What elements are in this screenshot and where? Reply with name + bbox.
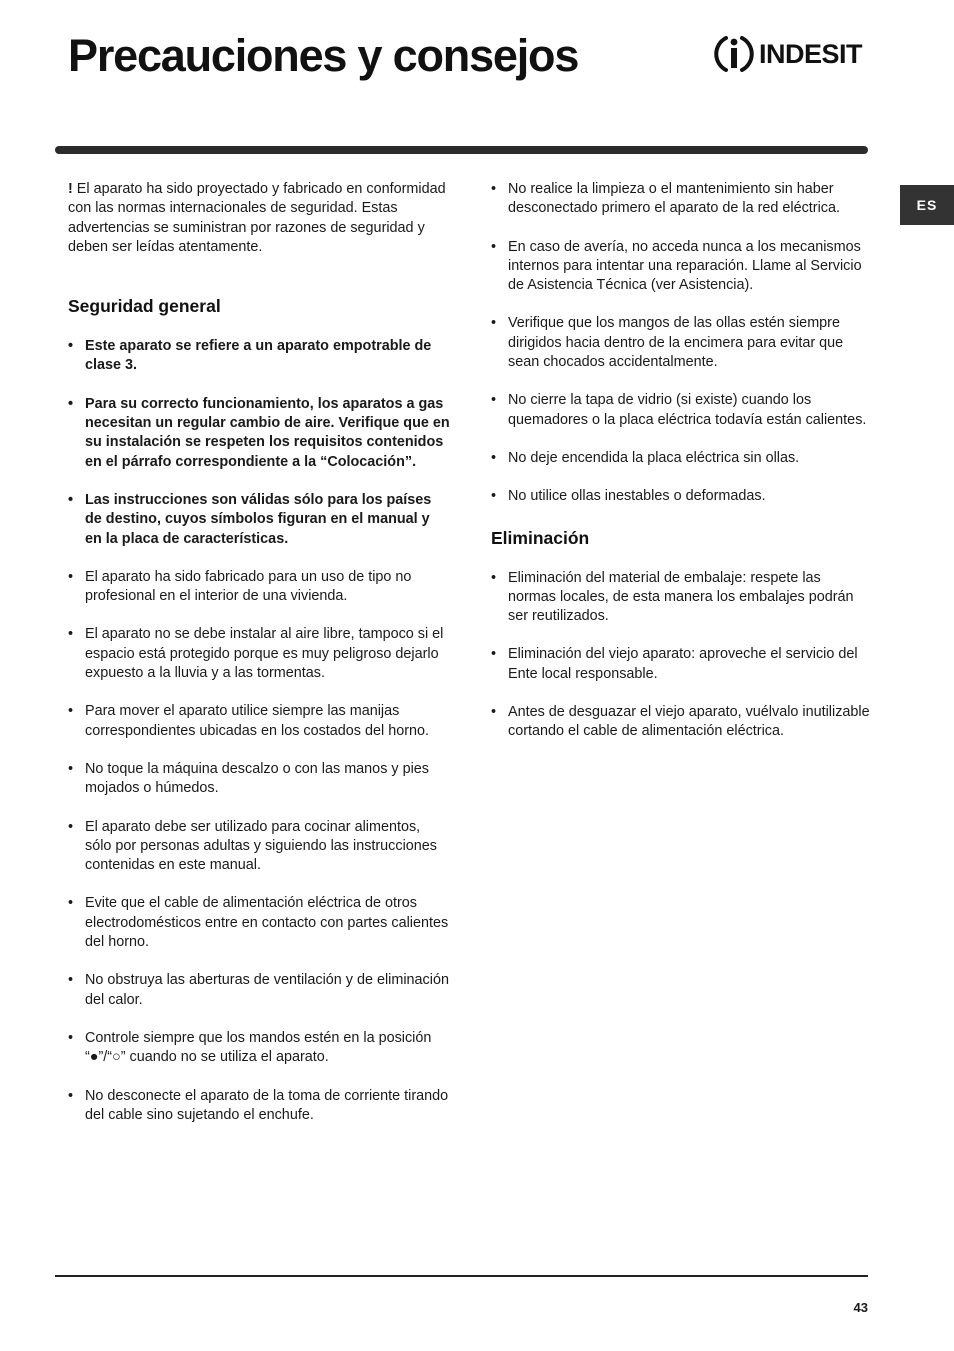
list-item: • El aparato ha sido fabricado para un uso de tipo no profesional en el interior de una vivienda. (68, 568, 450, 607)
list-item: • No deje encendida la placa eléctrica sin ollas. (491, 449, 871, 468)
list-item: • Evite que el cable de alimentación eléctrica de otros electrodomésticos entre en contacto con partes calientes del horno. (68, 894, 450, 952)
list-item: • No toque la máquina descalzo o con las manos y pies mojados o húmedos. (68, 760, 450, 799)
right-column (491, 180, 871, 761)
list-item: • Para su correcto funcionamiento, los aparatos a gas necesitan un regular cambio de aire. Verifique que en su instalación se respeten los requisitos contenidos en el párrafo correspondiente a la “Colocación”. (68, 395, 450, 472)
section-heading-general-safety: Seguridad general (68, 296, 221, 317)
list-item: • Eliminación del viejo aparato: aproveche el servicio del Ente local responsable. (491, 645, 871, 684)
list-item: • El aparato debe ser utilizado para cocinar alimentos, sólo por personas adultas y siguiendo las instrucciones contenidas en este manual. (68, 818, 450, 876)
left-column (68, 180, 450, 1144)
list-item: • Antes de desguazar el viejo aparato, vuélvalo inutilizable cortando el cable de alimentación eléctrica. (491, 703, 871, 742)
language-tab: ES (900, 185, 954, 225)
footer-divider (55, 1275, 868, 1277)
brand-wordmark: INDESIT (759, 39, 863, 69)
general-safety-list (68, 337, 450, 1125)
page-number: 43 (853, 1300, 868, 1315)
list-item: • No cierre la tapa de vidrio (si existe) cuando los quemadores o la placa eléctrica todavía están calientes. (491, 391, 871, 430)
intro-text: El aparato ha sido proyectado y fabricado en conformidad con las normas internacionales de seguridad. Estas advertencias se suministran por razones de seguridad y deben ser leídas atentamente. (68, 181, 446, 255)
list-item: • No obstruya las aberturas de ventilación y de eliminación del calor. (68, 971, 450, 1010)
list-item: • No realice la limpieza o el mantenimiento sin haber desconectado primero el aparato de la red eléctrica. (491, 180, 871, 219)
header-divider (55, 146, 868, 154)
list-item: • Controle siempre que los mandos estén en la posición “●”/“○” cuando no se utiliza el aparato. (68, 1029, 450, 1068)
indesit-logo (712, 32, 872, 76)
list-item: • Este aparato se refiere a un aparato empotrable de clase 3. (68, 337, 450, 376)
list-item: • En caso de avería, no acceda nunca a los mecanismos internos para intentar una reparación. Llame al Servicio de Asistencia Técnica (ver Asistencia). (491, 238, 871, 296)
section-heading-disposal: Eliminación (491, 527, 590, 548)
list-item: • No desconecte el aparato de la toma de corriente tirando del cable sino sujetando el enchufe. (68, 1087, 450, 1126)
list-item: • Verifique que los mangos de las ollas estén siempre dirigidos hacia dentro de la encimera para evitar que sean chocados accidentalmente. (491, 314, 871, 372)
disposal-list (491, 569, 871, 742)
list-item: • No utilice ollas inestables o deformadas. (491, 487, 871, 506)
indesit-logo-icon (712, 32, 756, 76)
list-item: • Las instrucciones son válidas sólo para los países de destino, cuyos símbolos figuran en el manual y en la placa de características. (68, 491, 450, 549)
intro-paragraph (68, 180, 450, 257)
page-title: Precauciones y consejos (68, 30, 579, 81)
list-item: • Eliminación del material de embalaje: respete las normas locales, de esta manera los embalajes podrán ser reutilizados. (491, 569, 871, 627)
list-item: • Para mover el aparato utilice siempre las manijas correspondientes ubicadas en los costados del horno. (68, 702, 450, 741)
warning-mark: ! (68, 181, 73, 197)
list-item: • El aparato no se debe instalar al aire libre, tampoco si el espacio está protegido porque es muy peligroso dejarlo expuesto a la lluvia y a las tormentas. (68, 625, 450, 683)
safety-list-continued (491, 180, 871, 507)
